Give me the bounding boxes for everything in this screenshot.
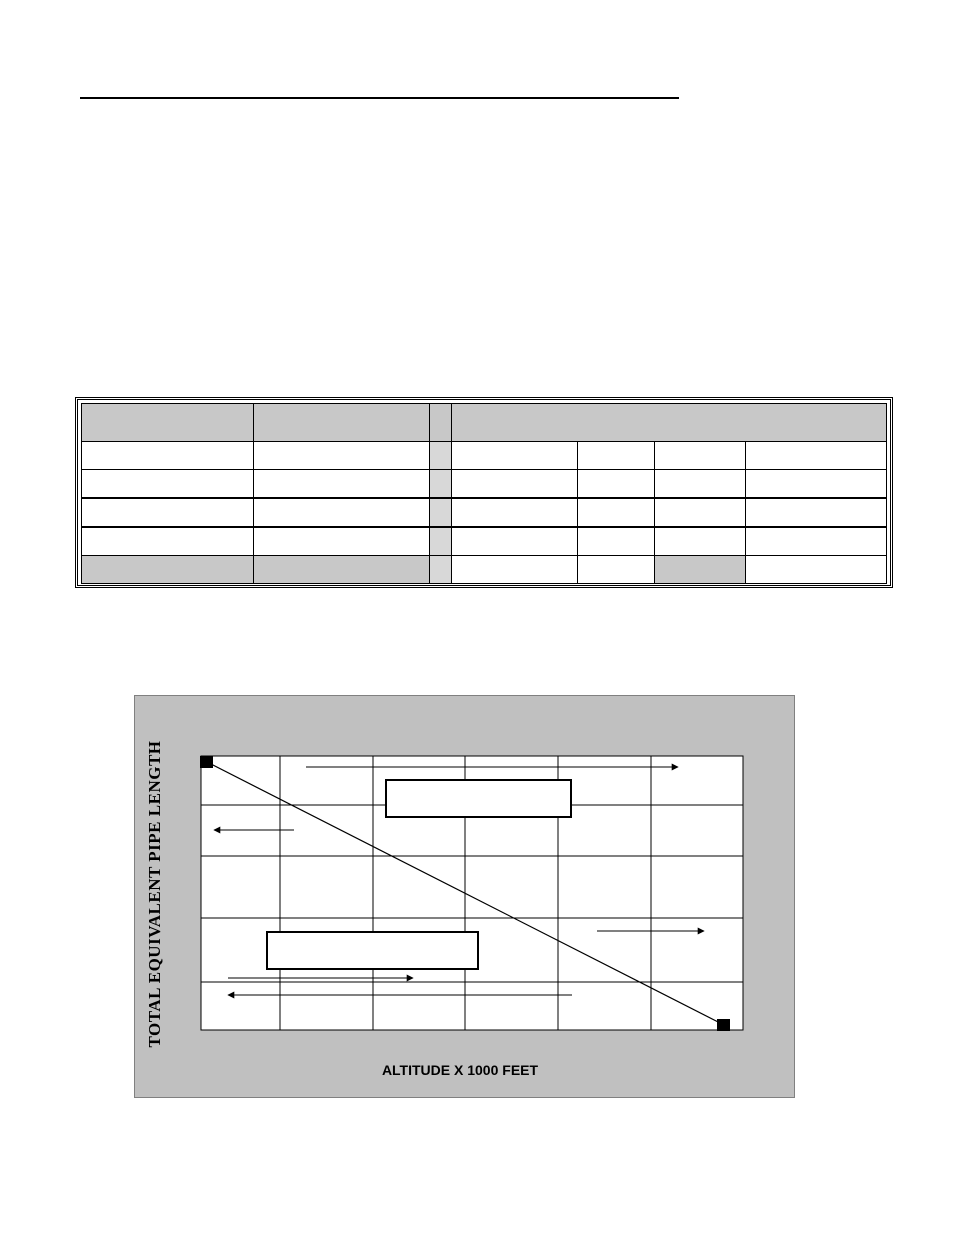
y-axis-label: TOTAL EQUIVALENT PIPE LENGTH [145, 740, 164, 1048]
data-point-marker [717, 1019, 730, 1031]
x-axis-label: ALTITUDE X 1000 FEET [381, 1062, 539, 1078]
annotation-box [386, 780, 571, 817]
data-point-marker [200, 756, 213, 768]
plot-area [200, 756, 743, 1031]
annotation-box [267, 932, 478, 969]
